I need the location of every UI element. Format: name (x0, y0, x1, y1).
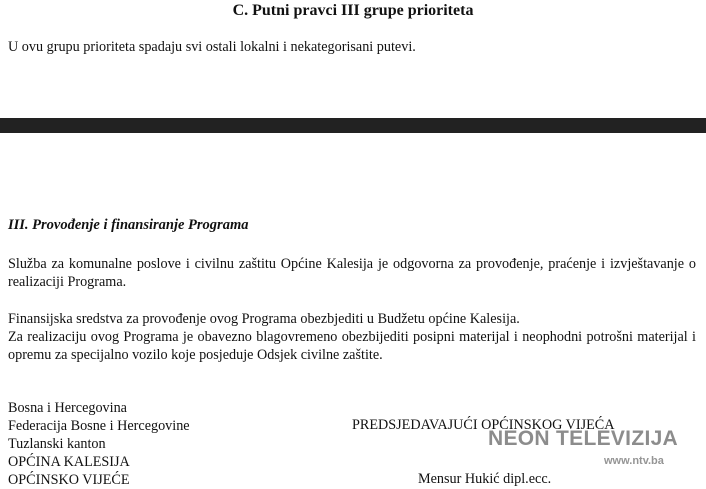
issuer-block (8, 399, 190, 489)
section-c-text: U ovu grupu prioriteta spadaju svi ostali lokalni i nekategorisani putevi. (8, 39, 416, 55)
issuer-line-country: Bosna i Hercegovina (8, 400, 127, 416)
issuer-line-municipality: OPĆINA KALESIJA (8, 454, 130, 470)
paragraph-financing: Finansijska sredstva za provođenje ovog Programa obezbjediti u Budžetu općine Kalesija. (8, 311, 520, 327)
signatory-title: PREDSJEDAVAJUĆI OPĆINSKOG VIJEĆA (352, 417, 615, 433)
issuer-line-council: OPĆINSKO VIJEĆE (8, 472, 130, 488)
issuer-line-canton: Tuzlanski kanton (8, 436, 106, 452)
section-c-title: C. Putni pravci III grupe prioriteta (232, 2, 474, 19)
watermark-logo: NEON TELEVIZIJA (488, 427, 679, 450)
paragraph-materials: Za realizaciju ovog Programa je obavezno blagovremeno obezbijediti posipni materijal i neophodni potrošni materijal i opremu za specijalno vozilo koje posjeduje Odsjek civilne zaštite. (8, 329, 696, 363)
issuer-line-federation: Federacija Bosne i Hercegovine (8, 418, 190, 434)
watermark-url: www.ntv.ba (604, 455, 664, 467)
section-iii-heading: III. Provođenje i finansiranje Programa (8, 217, 249, 233)
signatory-name: Mensur Hukić dipl.ecc. (418, 471, 552, 487)
divider-band (0, 118, 706, 133)
paragraph-responsibility: Služba za komunalne poslove i civilnu zaštitu Općine Kalesija je odgovorna za provođenje, praćenje i izvještavanje o realizaciji Programa. (8, 256, 696, 290)
